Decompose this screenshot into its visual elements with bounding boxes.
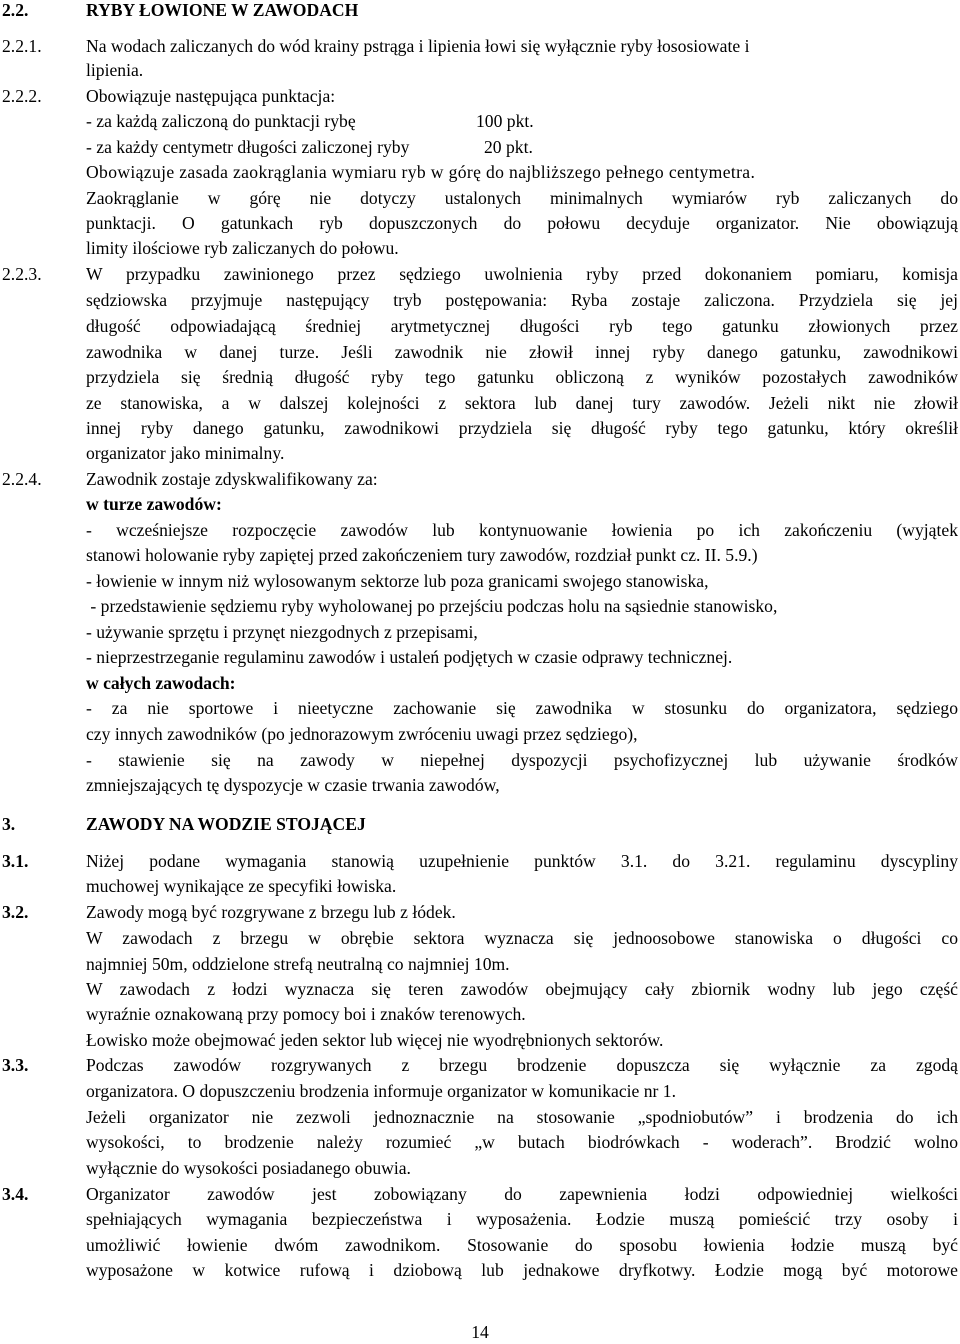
paragraph-number: 2.2.3. — [2, 264, 42, 284]
paragraph-line: umożliwić łowienie dwóm zawodnikom. Stosowanie do sposobu łowienia łodzie muszą być — [86, 1235, 958, 1255]
paragraph-line: zawodnika w danej turze. Jeśli zawodnik nie złowił innej ryby danego gatunku, zawodnikowi — [86, 342, 958, 362]
list-item: zmniejszających tę dyspozycje w czasie trwania zawodów, — [86, 775, 500, 795]
scoring-label: - za każdą zaliczoną do punktacji rybę — [86, 111, 356, 131]
paragraph-line: W przypadku zawinionego przez sędziego uwolnienia ryby przed dokonaniem pomiaru, komisja — [86, 264, 958, 284]
list-item: - przedstawienie sędziemu ryby wyholowanej po przejściu podczas holu na sąsiednie stanowisko, — [86, 596, 778, 616]
scoring-points: 100 pkt. — [476, 111, 534, 131]
paragraph-number: 2.2.2. — [2, 86, 42, 106]
paragraph-line: Zawody mogą być rozgrywane z brzegu lub z łódek. — [86, 902, 456, 922]
paragraph-line: Łowisko może obejmować jeden sektor lub więcej nie wyodrębnionych sektorów. — [86, 1030, 664, 1050]
paragraph-line: wyraźnie oznakowaną przy pomocy boi i znaków terenowych. — [86, 1004, 526, 1024]
paragraph-number: 3.2. — [2, 902, 29, 922]
paragraph-number: 3.3. — [2, 1055, 29, 1075]
scoring-label: - za każdy centymetr długości zaliczonej ryby — [86, 137, 410, 157]
paragraph-line: W zawodach z łodzi wyznacza się teren zawodów obejmujący cały zbiornik wodny lub jego część — [86, 979, 958, 999]
list-item: stanowi holowanie ryby zapiętej przed zakończeniem tury zawodów, rozdział punkt cz. II. 5.9.) — [86, 545, 758, 565]
paragraph-intro: Obowiązuje następująca punktacja: — [86, 86, 336, 106]
paragraph-line: lipienia. — [86, 60, 144, 80]
list-item: - używanie sprzętu i przynęt niezgodnych z przepisami, — [86, 622, 478, 642]
list-item: - stawienie się na zawody w niepełnej dyspozycji psychofizycznej lub używanie środków — [86, 750, 958, 770]
paragraph-line: Podczas zawodów rozgrywanych z brzegu brodzenie dopuszcza się wyłącznie za zgodą — [86, 1055, 958, 1075]
section-number: 2.2. — [2, 0, 29, 20]
paragraph-line: przydziela się średnią długość ryby tego gatunku obliczoną z wyników pozostałych zawodników — [86, 367, 958, 387]
paragraph-line: Niżej podane wymagania stanowią uzupełnienie punktów 3.1. do 3.21. regulaminu dyscypliny — [86, 851, 958, 871]
list-item: - nieprzestrzeganie regulaminu zawodów i ustaleń podjętych w czasie odprawy technicznej. — [86, 647, 733, 667]
paragraph-line: Zaokrąglanie w górę nie dotyczy ustalonych minimalnych wymiarów ryb zaliczanych do — [86, 188, 958, 208]
section-title: RYBY ŁOWIONE W ZAWODACH — [86, 0, 359, 20]
paragraph-line: wyłącznie do wysokości posiadanego obuwia. — [86, 1158, 411, 1178]
section-number: 3. — [2, 814, 16, 834]
paragraph-number: 2.2.4. — [2, 469, 42, 489]
paragraph-line: Na wodach zaliczanych do wód krainy pstrąga i lipienia łowi się wyłącznie ryby łososiowate i — [86, 36, 750, 56]
paragraph-line: wyposażone w kotwice rufową i dziobową lub jednakowe dryfkotwy. Łodzie mogą być motorowe — [86, 1260, 958, 1280]
list-item: - wcześniejsze rozpoczęcie zawodów lub kontynuowanie łowienia po ich zakończeniu (wyjątek — [86, 520, 958, 540]
paragraph-line: Jeżeli organizator nie zezwoli jednoznacznie na stosowanie „spodniobutów” i brodzenia do ich — [86, 1107, 958, 1127]
section-title: ZAWODY NA WODZIE STOJĄCEJ — [86, 814, 366, 834]
paragraph-line: Organizator zawodów jest zobowiązany do zapewnienia łodzi odpowiedniej wielkości — [86, 1184, 958, 1204]
paragraph-number: 2.2.1. — [2, 36, 42, 56]
paragraph-number: 3.4. — [2, 1184, 29, 1204]
paragraph-line: W zawodach z brzegu w obrębie sektora wyznacza się jednoosobowe stanowiska o długości co — [86, 928, 958, 948]
paragraph-line: wysokości, to brodzenie należy rozumieć „w butach biodrówkach - woderach”. Brodzić wolno — [86, 1132, 958, 1152]
paragraph-line: najmniej 50m, oddzielone strefą neutralną co najmniej 10m. — [86, 954, 510, 974]
paragraph-line: organizator jako minimalny. — [86, 443, 285, 463]
paragraph-line: punktacji. O gatunkach ryb dopuszczonych do połowu decyduje organizator. Nie obowiązują — [86, 213, 958, 233]
paragraph-line: limity ilościowe ryb zaliczanych do połowu. — [86, 238, 399, 258]
paragraph-line: muchowej wynikające ze specyfiki łowiska. — [86, 876, 397, 896]
scoring-points: 20 pkt. — [484, 137, 533, 157]
paragraph-line: organizatora. O dopuszczeniu brodzenia informuje organizator w komunikacie nr 1. — [86, 1081, 677, 1101]
paragraph-line: sędziowska przyjmuje następujący tryb postępowania: Ryba zostaje zaliczona. Przydziela się jej — [86, 290, 958, 310]
list-item: - za nie sportowe i nieetyczne zachowanie się zawodnika w stosunku do organizatora, sędziego — [86, 698, 958, 718]
paragraph-intro: Zawodnik zostaje zdyskwalifikowany za: — [86, 469, 378, 489]
paragraph-line: Obowiązuje zasada zaokrąglania wymiaru ryb w górę do najbliższego pełnego centymetra. — [86, 162, 756, 182]
page-number: 14 — [471, 1322, 489, 1342]
subheading-all: w całych zawodach: — [86, 673, 236, 693]
subheading-round: w turze zawodów: — [86, 494, 222, 514]
list-item: - łowienie w innym niż wylosowanym sektorze lub poza granicami swojego stanowiska, — [86, 571, 709, 591]
paragraph-number: 3.1. — [2, 851, 29, 871]
paragraph-line: innej ryby danego gatunku, zawodnikowi przydziela się długość ryby tego gatunku, który określił — [86, 418, 958, 438]
paragraph-line: długość odpowiadającą średniej arytmetycznej długości ryb tego gatunku złowionych przez — [86, 316, 958, 336]
paragraph-line: spełniających wymagania bezpieczeństwa i wyposażenia. Łodzie muszą pomieścić trzy osoby i — [86, 1209, 958, 1229]
list-item: czy innych zawodników (po jednorazowym zwróceniu uwagi przez sędziego), — [86, 724, 638, 744]
paragraph-line: ze stanowiska, a w dalszej kolejności z sektora lub danej tury zawodów. Jeżeli nikt nie złowił — [86, 393, 958, 413]
